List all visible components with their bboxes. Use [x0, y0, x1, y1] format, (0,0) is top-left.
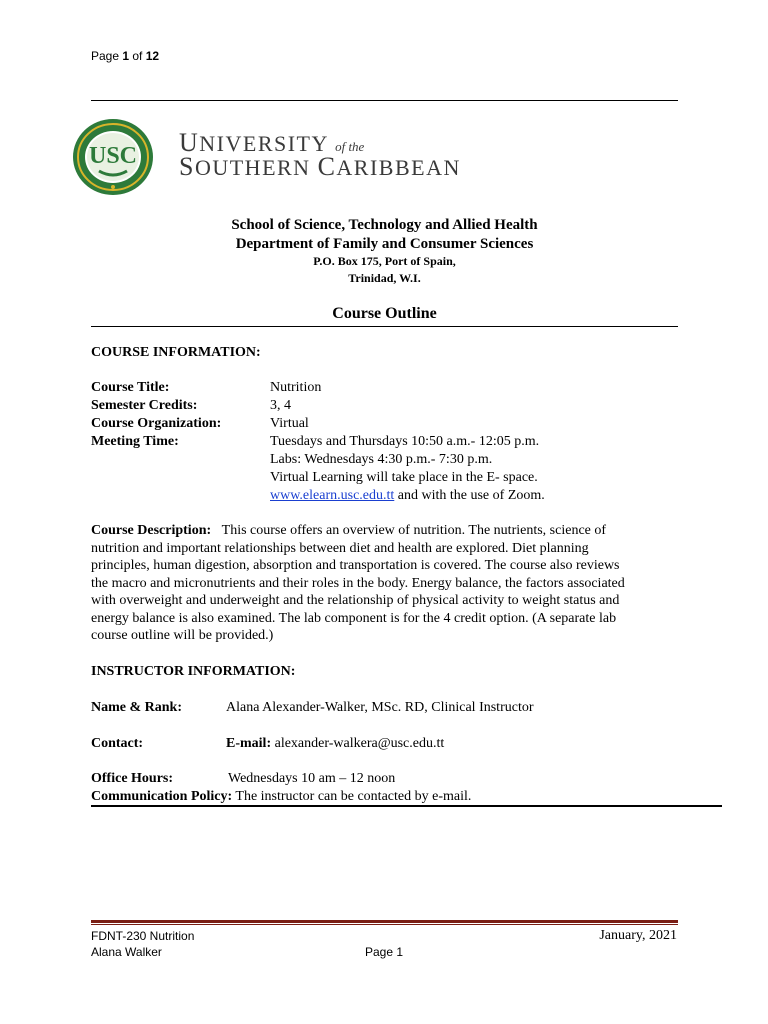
description-text1: This course offers an overview of nutrition. The nutrients, science of [221, 523, 607, 538]
description-line6: energy balance is also examined. The lab component is for the 4 credit option. (A separate lab [91, 611, 617, 626]
organization-label: Course Organization: [91, 416, 222, 431]
school-name: School of Science, Technology and Allied Health [231, 217, 538, 233]
footer-rule-top [91, 920, 678, 923]
univ-word-southern: OUTHERN [194, 155, 318, 180]
elearn-link[interactable]: www.elearn.usc.edu.tt [270, 488, 395, 503]
seal-text: USC [88, 143, 137, 169]
name-rank-value: Alana Alexander-Walker, MSc. RD, Clinical Instructor [226, 700, 534, 715]
footer-rule-bottom [91, 924, 678, 925]
department-name: Department of Family and Consumer Sciences [235, 236, 534, 252]
univ-ofthe: of the [335, 139, 365, 154]
contact-email-line [226, 735, 444, 752]
description-line7: course outline will be provided.) [91, 628, 274, 643]
course-info-heading: COURSE INFORMATION: [91, 345, 261, 360]
email-label: E-mail: [226, 736, 272, 751]
description-line2: nutrition and important relationships between diet and health are explored. Diet planning [91, 541, 589, 556]
univ-word-university: NIVERSITY [199, 131, 329, 156]
communication-policy-line [91, 788, 471, 805]
address-line2: Trinidad, W.I. [348, 271, 421, 285]
university-seal-icon [71, 117, 155, 197]
description-line3: principles, human digestion, absorption and transportation is covered. The course also reviews [91, 558, 620, 573]
email-value[interactable]: alexander-walkera@usc.edu.tt [271, 736, 445, 751]
description-line1 [91, 522, 606, 539]
communication-policy-value: The instructor can be contacted by e-mail. [232, 789, 472, 804]
communication-policy-label: Communication Policy: [91, 789, 233, 804]
footer-author: Alana Walker [91, 945, 162, 959]
meeting-time-lecture: Tuesdays and Thursdays 10:50 a.m.- 12:05 p.m. [270, 434, 540, 449]
univ-word-caribbean: ARIBBEAN [336, 155, 461, 180]
header-rule [91, 100, 678, 101]
course-title-label: Course Title: [91, 380, 170, 395]
univ-initial-u: U [179, 128, 200, 157]
office-hours-label: Office Hours: [91, 771, 174, 786]
page-total: 12 [145, 49, 160, 63]
instructor-info-heading: INSTRUCTOR INFORMATION: [91, 664, 296, 679]
credits-value: 3, 4 [270, 398, 291, 413]
university-name-line2 [179, 152, 461, 181]
univ-initial-s: S [179, 152, 195, 181]
name-rank-label: Name & Rank: [91, 700, 182, 715]
univ-initial-c: C [317, 152, 337, 181]
page-counter [91, 49, 159, 63]
page-of: of [129, 49, 146, 63]
meeting-link-rest: and with the use of Zoom. [394, 488, 545, 503]
meeting-virtual-note: Virtual Learning will take place in the E- space. [270, 470, 538, 485]
description-label: Course Description: [91, 523, 212, 538]
document-title: Course Outline [332, 305, 437, 322]
footer-page: Page 1 [365, 945, 404, 959]
footer-date: January, 2021 [599, 928, 677, 943]
credits-label: Semester Credits: [91, 398, 198, 413]
meeting-time-label: Meeting Time: [91, 434, 179, 449]
address-line1: P.O. Box 175, Port of Spain, [313, 254, 456, 268]
section-end-rule [91, 805, 722, 807]
description-line4: the macro and micronutrients and their roles in the body. Energy balance, the factors associated [91, 576, 625, 591]
course-title-value: Nutrition [270, 380, 322, 395]
office-hours-value: Wednesdays 10 am – 12 noon [228, 771, 396, 786]
meeting-link-line [270, 487, 545, 504]
contact-label: Contact: [91, 736, 144, 751]
description-line5: with overweight and underweight and the relationship of physical activity to weight status and [91, 593, 620, 608]
organization-value: Virtual [270, 416, 309, 431]
page-prefix: Page [91, 49, 123, 63]
page-number: 1 [122, 49, 130, 63]
footer-course: FDNT-230 Nutrition [91, 929, 195, 943]
meeting-time-lab: Labs: Wednesdays 4:30 p.m.- 7:30 p.m. [270, 452, 493, 467]
title-rule [91, 326, 678, 327]
